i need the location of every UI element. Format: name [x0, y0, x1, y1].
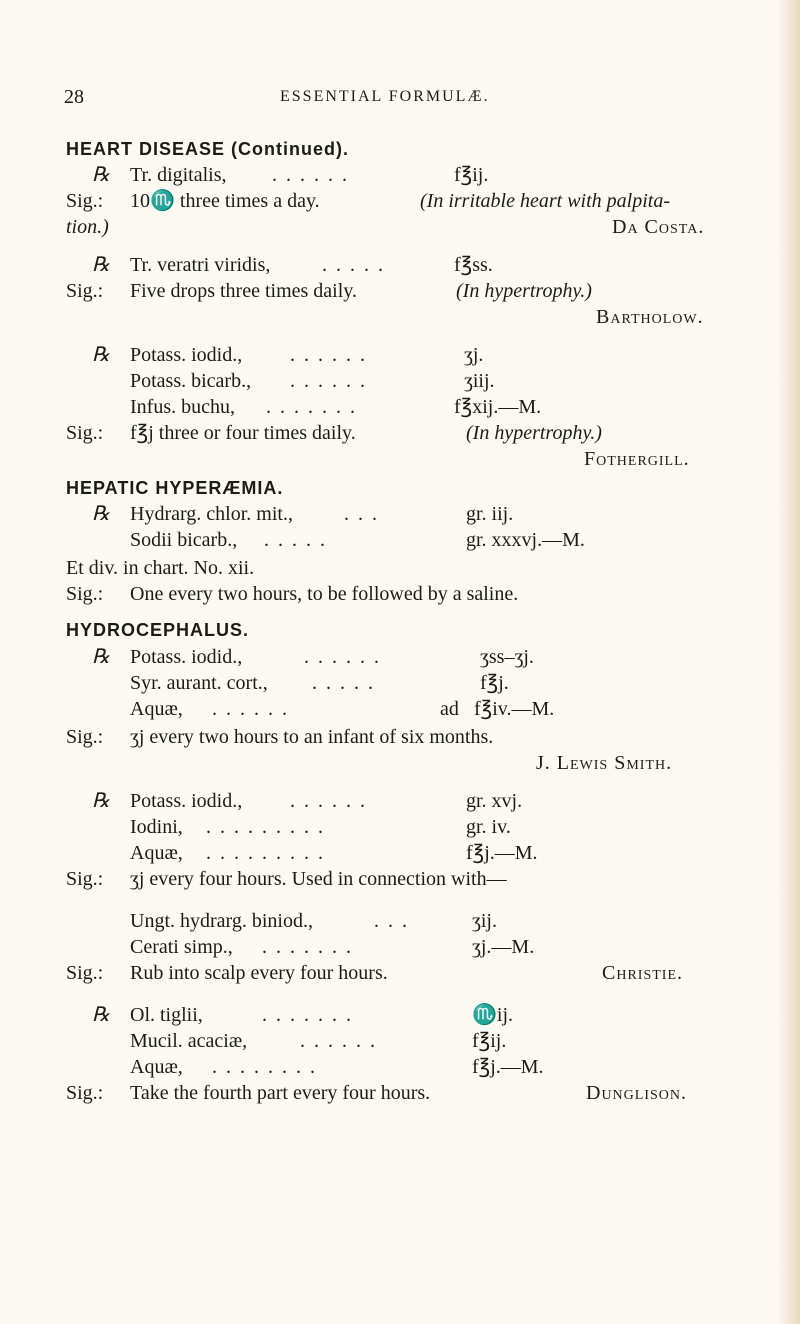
dot-leader: ......	[304, 646, 388, 668]
ingredient-dose: gr. iij.	[466, 503, 514, 525]
ingredient-dose: f℥j.	[480, 672, 509, 694]
dot-leader: .....	[264, 529, 334, 551]
ingredient-name: Ungt. hydrarg. biniod.,	[130, 910, 313, 932]
dot-leader: .......	[262, 936, 360, 958]
ingredient-name: Sodii bicarb.,	[130, 529, 238, 551]
page-number: 28	[64, 86, 84, 108]
dot-leader: ........	[212, 1056, 324, 1078]
author-attribution: Da Costa.	[612, 216, 705, 238]
ingredient-dose: f℥ij.	[454, 164, 489, 186]
page-edge-shadow	[778, 0, 800, 1324]
ingredient-name: Syr. aurant. cort.,	[130, 672, 268, 694]
sig-label: Sig.:	[66, 1082, 104, 1104]
ingredient-name: Aquæ,	[130, 1056, 183, 1078]
ingredient-name: Potass. bicarb.,	[130, 370, 252, 392]
ingredient-dose: f℥j.—M.	[472, 1056, 544, 1078]
ingredient-name: Cerati simp.,	[130, 936, 233, 958]
ingredient-name: Potass. iodid.,	[130, 344, 243, 366]
ingredient-dose: ♏ij.	[472, 1004, 514, 1026]
dot-leader: .........	[206, 816, 332, 838]
dot-leader: .....	[322, 254, 392, 276]
sig-text: ʒj every two hours to an infant of six months.	[130, 726, 494, 748]
section-heading-heart-disease: HEART DISEASE (Continued).	[66, 139, 349, 159]
dot-leader: .....	[312, 672, 382, 694]
ingredient-name: Iodini,	[130, 816, 183, 838]
sig-label: Sig.:	[66, 868, 104, 890]
ingredient-name: Hydrarg. chlor. mit.,	[130, 503, 293, 525]
ingredient-dose: gr. xxxvj.—M.	[466, 529, 585, 551]
ingredient-dose: f℥j.—M.	[466, 842, 538, 864]
ingredient-dose: f℥iv.—M.	[474, 698, 555, 720]
sig-label: Sig.:	[66, 583, 104, 605]
ingredient-name: Infus. buchu,	[130, 396, 235, 418]
ingredient-name: Tr. veratri viridis,	[130, 254, 271, 276]
sig-text: ʒj every four hours. Used in connection with—	[130, 868, 507, 890]
ingredient-dose: gr. xvj.	[466, 790, 523, 812]
rx-symbol: ℞	[92, 790, 110, 812]
dot-leader: .......	[266, 396, 364, 418]
author-attribution: Dunglison.	[586, 1082, 687, 1104]
ingredient-dose: gr. iv.	[466, 816, 511, 838]
rx-symbol: ℞	[92, 503, 110, 525]
ingredient-name: Aquæ,	[130, 842, 183, 864]
dot-leader: ...	[374, 910, 416, 932]
sig-label: Sig.:	[66, 280, 104, 302]
dot-leader: ......	[290, 344, 374, 366]
dot-leader: ......	[212, 698, 296, 720]
indication-note: (In hypertrophy.)	[456, 280, 592, 302]
ingredient-dose: ʒiij.	[464, 370, 495, 392]
indication-note: (In hypertrophy.)	[466, 422, 602, 444]
sig-text: Five drops three times daily.	[130, 280, 357, 302]
dot-leader: ......	[300, 1030, 384, 1052]
indication-note-continued: tion.)	[66, 216, 109, 238]
rx-symbol: ℞	[92, 1004, 110, 1026]
dot-leader: .........	[206, 842, 332, 864]
sig-text: Rub into scalp every four hours.	[130, 962, 388, 984]
sig-label: Sig.:	[66, 962, 104, 984]
sig-label: Sig.:	[66, 190, 104, 212]
ingredient-dose: ʒj.	[464, 344, 484, 366]
ingredient-dose: f℥xij.—M.	[454, 396, 542, 418]
sig-text: 10♏ three times a day.	[130, 190, 320, 212]
sig-label: Sig.:	[66, 422, 104, 444]
ingredient-name: Potass. iodid.,	[130, 646, 243, 668]
running-title: ESSENTIAL FORMULÆ.	[280, 88, 490, 105]
ingredient-dose: f℥ij.	[472, 1030, 507, 1052]
direction-text: Et div. in chart. No. xii.	[66, 557, 255, 579]
sig-text: One every two hours, to be followed by a saline.	[130, 583, 519, 605]
author-attribution: Fothergill.	[584, 448, 690, 470]
dot-leader: .......	[262, 1004, 360, 1026]
indication-note: (In irritable heart with palpita-	[420, 190, 670, 212]
ingredient-name: Ol. tiglii,	[130, 1004, 203, 1026]
ingredient-name: Potass. iodid.,	[130, 790, 243, 812]
author-attribution: Bartholow.	[596, 306, 704, 328]
ingredient-dose: ʒij.	[472, 910, 497, 932]
ingredient-name: Mucil. acaciæ,	[130, 1030, 248, 1052]
author-attribution: J. Lewis Smith.	[536, 752, 673, 774]
dot-leader: ...	[344, 503, 386, 525]
sig-label: Sig.:	[66, 726, 104, 748]
section-heading-hepatic-hyperaemia: HEPATIC HYPERÆMIA.	[66, 478, 284, 498]
ingredient-name: Aquæ,	[130, 698, 183, 720]
running-head	[64, 86, 714, 116]
ingredient-dose: ʒj.—M.	[472, 936, 535, 958]
rx-symbol: ℞	[92, 164, 110, 186]
section-heading-hydrocephalus: HYDROCEPHALUS.	[66, 620, 250, 640]
rx-symbol: ℞	[92, 254, 110, 276]
ingredient-name: Tr. digitalis,	[130, 164, 227, 186]
dot-leader: ......	[290, 790, 374, 812]
rx-symbol: ℞	[92, 646, 110, 668]
rx-symbol: ℞	[92, 344, 110, 366]
sig-text: f℥j three or four times daily.	[130, 422, 356, 444]
dot-leader: ......	[290, 370, 374, 392]
sig-text: Take the fourth part every four hours.	[130, 1082, 431, 1104]
ingredient-dose: f℥ss.	[454, 254, 493, 276]
dot-leader: ......	[272, 164, 356, 186]
ad-marker: ad	[440, 698, 459, 720]
ingredient-dose: ʒss–ʒj.	[480, 646, 534, 668]
author-attribution: Christie.	[602, 962, 684, 984]
